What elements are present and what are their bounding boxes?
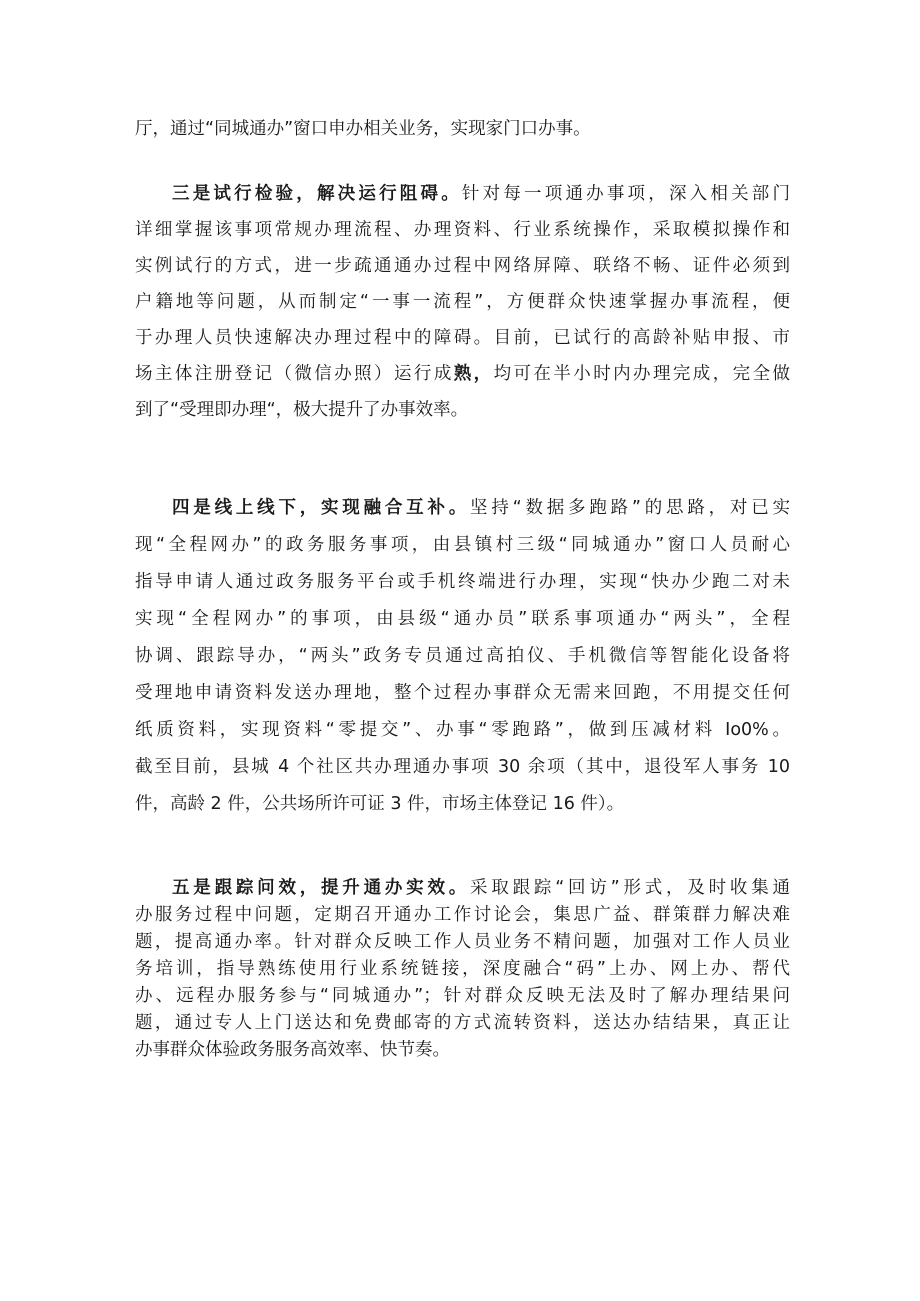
paragraph-3-line-7: 纸质资料，实现资料“零提交”、办事“零跑路”，做到压减材料 Io0%。: [135, 720, 790, 740]
paragraph-3-line-4: 实现“全程网办”的事项，由县级“通办员”联系事项通办“两头”，全程: [135, 609, 790, 629]
paragraph-3-line-3: 指导申请人通过政务服务平台或手机终端进行办理，实现“快办少跑二对未: [135, 572, 790, 592]
paragraph-2-line-4: 户籍地等问题，从而制定“一事一流程”，方便群众快速掌握办事流程，便: [135, 292, 790, 312]
paragraph-3-heading: 四是线上线下，实现融合互补。: [172, 498, 471, 518]
paragraph-2-line-7: 到了“受理即办理“，极大提升了办事效率。: [135, 400, 469, 420]
paragraph-3-line-6: 受理地申请资料发送办理地，整个过程办事群众无需来回跑，不用提交任何: [135, 683, 790, 703]
paragraph-2-line-6b: 熟，: [453, 364, 494, 384]
paragraph-2-line-6a: 场主体注册登记（微信办照）运行成: [135, 364, 454, 384]
paragraph-4-line-1: [172, 876, 790, 900]
paragraph-2-line-3: 实例试行的方式，进一步疏通通办过程中网络屏障、联络不畅、证件必须到: [135, 256, 790, 276]
paragraph-4-line-6: 题，通过专人上门送达和免费邮寄的方式流转资料，送达办结结果，真正让: [135, 1013, 790, 1033]
paragraph-3-line-5: 协调、跟踪导办，“两头”政务专员通过高拍仪、手机微信等智能化设备将: [135, 646, 790, 666]
paragraph-2-heading: 三是试行检验，解决运行阻碍。: [172, 184, 462, 204]
paragraph-1-line-1: 厅，通过“同城通办”窗口申办相关业务，实现家门口办事。: [135, 119, 591, 139]
paragraph-3-line-2: 现“全程网办”的政务服务事项，由县镇村三级“同城通办”窗口人员耐心: [135, 535, 790, 555]
paragraph-4-line-5: 办、远程办服务参与“同城通办”；针对群众反映无法及时了解办理结果问: [135, 986, 790, 1006]
paragraph-3-line-1-text: 坚持“数据多跑路”的思路，对已实: [470, 498, 791, 518]
paragraph-4-line-4: 务培训，指导熟练使用行业系统链接，深度融合“码”上办、网上办、帮代: [135, 959, 790, 979]
paragraph-4-line-3: 题，提高通办率。针对群众反映工作人员业务不精问题，加强对工作人员业: [135, 932, 790, 952]
paragraph-2-line-1-text: 针对每一项通办事项，深入相关部门: [461, 184, 791, 204]
paragraph-3-line-8: 截至目前，县城 4 个社区共办理通办事项 30 余项（其中，退役军人事务 10: [135, 757, 790, 777]
paragraph-2-line-2: 详细掌握该事项常规办理流程、办理资料、行业系统操作，采取模拟操作和: [135, 220, 790, 240]
paragraph-2-line-6: [135, 362, 790, 386]
paragraph-4-line-1-text: 采取跟踪“回访”形式，及时收集通: [470, 878, 791, 898]
paragraph-3-line-1: [172, 496, 790, 520]
paragraph-4-line-7: 办事群众体验政务服务高效率、快节奏。: [135, 1040, 450, 1060]
paragraph-3-line-9: 件，高龄 2 件，公共场所许可证 3 件，市场主体登记 16 件）。: [135, 794, 625, 814]
paragraph-2-line-6c: 均可在半小时内办理完成，完全做: [493, 364, 790, 384]
paragraph-4-line-2: 办服务过程中问题，定期召开通办工作讨论会，集思广益、群策群力解决难: [135, 905, 790, 925]
paragraph-2-line-5: 于办理人员快速解决办理过程中的障碍。目前，已试行的高龄补贴申报、市: [135, 328, 790, 348]
paragraph-4-heading: 五是跟踪问效，提升通办实效。: [172, 878, 471, 898]
paragraph-2-line-1: [172, 182, 790, 206]
